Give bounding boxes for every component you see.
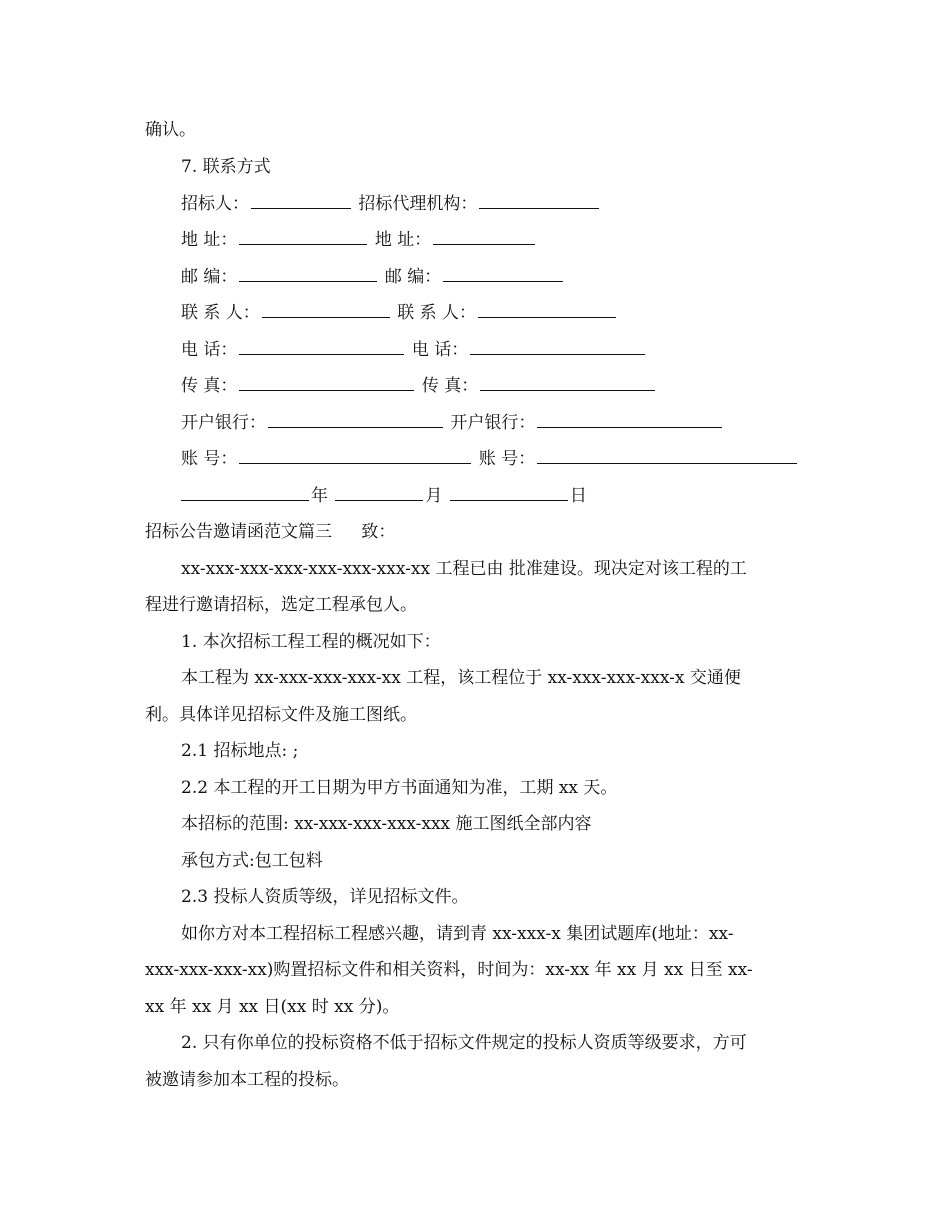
label-contact-person: 联 系 人：	[181, 303, 260, 323]
article-title: 招标公告邀请函范文篇三	[145, 522, 332, 542]
paragraph-line: xx 年 xx 月 xx 日(xx 时 xx 分)。	[145, 997, 400, 1017]
label-bank: 开户银行：	[181, 413, 266, 433]
label-address: 地 址：	[374, 230, 432, 250]
contact-row-phone	[181, 338, 851, 362]
blank-line	[251, 193, 351, 209]
label-phone: 电 话：	[181, 340, 238, 360]
text-line: 确认。	[145, 120, 196, 140]
contact-row-postcode	[181, 265, 851, 289]
paragraph-line: 如你方对本工程招标工程感兴趣，请到青 xx-xxx-x 集团试题库(地址：xx-	[181, 924, 734, 944]
label-postcode: 邮 编：	[181, 267, 238, 287]
contact-row-tenderer	[181, 192, 851, 216]
label-bank: 开户银行：	[450, 413, 536, 433]
label-tenderer: 招标人：	[181, 194, 249, 214]
blank-line	[268, 412, 443, 428]
paragraph-line: 2.3 投标人资质等级，详见招标文件。	[181, 887, 469, 907]
paragraph-line: 2. 只有你单位的投标资格不低于招标文件规定的投标人资质等级要求，方可	[181, 1033, 747, 1053]
label-phone: 电 话：	[411, 340, 469, 360]
blank-line	[433, 229, 535, 245]
blank-line	[239, 448, 471, 464]
contact-row-person	[181, 301, 851, 325]
blank-line	[479, 193, 599, 209]
blank-line	[537, 448, 797, 464]
label-fax: 传 真：	[421, 376, 479, 396]
paragraph-line: 1. 本次招标工程工程的概况如下：	[181, 632, 441, 652]
contact-row-account	[181, 447, 851, 471]
blank-line	[335, 485, 423, 501]
contact-row-fax	[181, 374, 851, 398]
article-heading	[145, 520, 815, 544]
label-account: 账 号：	[181, 449, 238, 469]
blank-line	[480, 375, 655, 391]
label-agency: 招标代理机构：	[358, 194, 478, 214]
label-account: 账 号：	[478, 449, 536, 469]
date-row	[181, 484, 851, 508]
contact-row-address	[181, 228, 851, 252]
label-fax: 传 真：	[181, 376, 238, 396]
blank-line	[239, 375, 414, 391]
paragraph-line: 2.2 本工程的开工日期为甲方书面通知为准，工期 xx 天。	[181, 778, 618, 798]
label-postcode: 邮 编：	[384, 267, 442, 287]
blank-line	[239, 339, 404, 355]
blank-line	[262, 302, 390, 318]
paragraph-line: 承包方式:包工包料	[181, 851, 323, 871]
blank-line	[239, 266, 377, 282]
blank-line	[443, 266, 563, 282]
paragraph-line: 程进行邀请招标，选定工程承包人。	[145, 595, 417, 615]
paragraph-line: 利。具体详见招标文件及施工图纸。	[145, 705, 417, 725]
label-day: 日	[569, 486, 587, 506]
salutation: 致：	[361, 522, 396, 542]
label-month: 月	[425, 486, 443, 506]
blank-line	[470, 339, 645, 355]
blank-line	[239, 229, 367, 245]
contact-row-bank	[181, 411, 851, 435]
blank-line	[450, 485, 568, 501]
paragraph-line: 2.1 招标地点: ;	[181, 741, 299, 761]
paragraph-line: xx-xxx-xxx-xxx-xxx-xxx-xxx-xx 工程已由 批准建设。现决定对该工程的工	[181, 559, 747, 579]
paragraph-line: 本招标的范围: xx-xxx-xxx-xxx-xxx 施工图纸全部内容	[181, 814, 592, 834]
paragraph-line: 本工程为 xx-xxx-xxx-xxx-xx 工程，该工程位于 xx-xxx-xxx-xxx-x 交通便	[181, 668, 741, 688]
blank-line	[181, 485, 309, 501]
paragraph-line: xxx-xxx-xxx-xx)购置招标文件和相关资料，时间为：xx-xx 年 xx 月 xx 日至 xx-	[145, 960, 753, 980]
paragraph-line: 被邀请参加本工程的投标。	[145, 1070, 349, 1090]
label-year: 年	[311, 486, 328, 506]
blank-line	[537, 412, 722, 428]
label-contact-person: 联 系 人：	[397, 303, 477, 323]
blank-line	[478, 302, 616, 318]
label-address: 地 址：	[181, 230, 238, 250]
section-heading: 7. 联系方式	[181, 157, 271, 177]
